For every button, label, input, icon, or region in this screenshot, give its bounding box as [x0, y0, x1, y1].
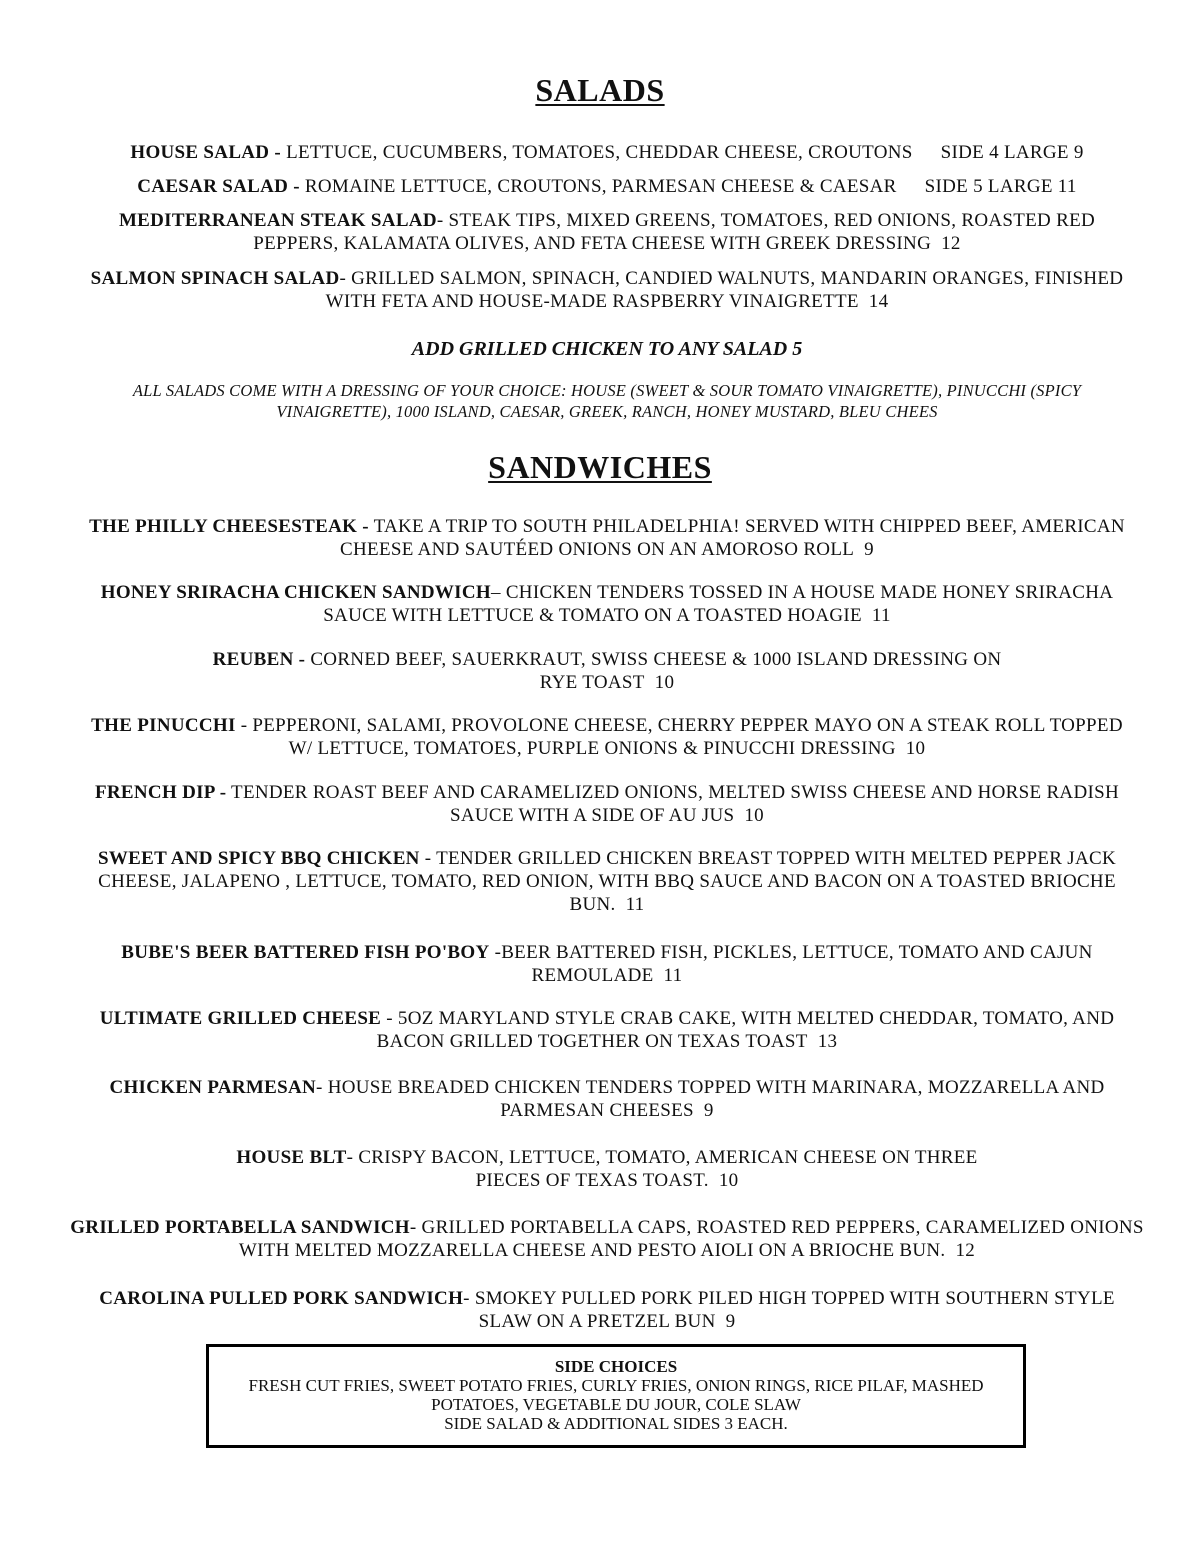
item-name: BUBE'S BEER BATTERED FISH PO'BOY	[121, 942, 490, 963]
menu-item-the-pinucchi	[80, 714, 1134, 760]
menu-item-philly-cheesesteak	[80, 515, 1134, 561]
item-price: 9	[725, 1311, 736, 1332]
item-description: -BEER BATTERED FISH, PICKLES, LETTUCE, TOMATO AND CAJUN REMOULADE	[489, 942, 1093, 986]
item-price: 9	[703, 1100, 714, 1121]
item-price: 11	[871, 605, 891, 626]
menu-item-ultimate-grilled-cheese	[80, 1007, 1134, 1053]
item-name: SWEET AND SPICY BBQ CHICKEN	[98, 848, 420, 869]
sandwiches-heading: SANDWICHES	[488, 449, 712, 485]
menu-item-salmon-spinach-salad	[80, 267, 1134, 313]
side-choices-line: FRESH CUT FRIES, SWEET POTATO FRIES, CURLY FRIES, ONION RINGS, RICE PILAF, MASHED	[248, 1376, 984, 1395]
menu-item-mediterranean-steak-salad	[80, 209, 1134, 255]
item-price: 11	[663, 965, 683, 986]
item-name: MEDITERRANEAN STEAK SALAD	[118, 210, 437, 231]
item-price: 12	[955, 1240, 976, 1261]
add-on-note: ADD GRILLED CHICKEN TO ANY SALAD 5	[411, 338, 803, 360]
item-name: HONEY SRIRACHA CHICKEN SANDWICH	[100, 582, 491, 603]
item-price: 10	[905, 738, 926, 759]
menu-item-house-salad	[80, 141, 1134, 164]
menu-item-house-blt	[220, 1146, 994, 1192]
item-price: 12	[941, 233, 961, 254]
menu-item-carolina-pulled-pork	[70, 1287, 1144, 1333]
item-price: 14	[868, 291, 889, 312]
item-name: THE PHILLY CHEESESTEAK -	[89, 516, 369, 537]
menu-item-french-dip	[80, 781, 1134, 827]
menu-item-chicken-parmesan	[80, 1076, 1134, 1122]
item-description: - STEAK TIPS, MIXED GREENS, TOMATOES, RED ONIONS, ROASTED RED PEPPERS, KALAMATA OLIVES, AND FETA CHEESE WITH GREEK DRESSING	[253, 210, 1096, 254]
item-name: FRENCH DIP -	[95, 782, 227, 803]
item-description: TAKE A TRIP TO SOUTH PHILADELPHIA! SERVED WITH CHIPPED BEEF, AMERICAN CHEESE AND SAUTÉED ONIONS ON AN AMOROSO ROLL	[340, 516, 1125, 560]
side-choices-title: SIDE CHOICES	[554, 1357, 678, 1376]
item-description: - TENDER GRILLED CHICKEN BREAST TOPPED WITH MELTED PEPPER JACK CHEESE, JALAPENO , LETTUCE, TOMATO, RED ONION, WITH BBQ SAUCE AND BACON ON A TOASTED BRIOCHE BUN.	[98, 848, 1116, 915]
item-price: 10	[654, 672, 675, 693]
item-description: - SMOKEY PULLED PORK PILED HIGH TOPPED WITH SOUTHERN STYLE SLAW ON A PRETZEL BUN	[463, 1288, 1115, 1332]
item-price: 9	[864, 539, 874, 560]
item-name: CAESAR SALAD -	[137, 176, 300, 197]
item-description: LETTUCE, CUCUMBERS, TOMATOES, CHEDDAR CHEESE, CROUTONS	[281, 142, 913, 163]
menu-item-caesar-salad	[80, 175, 1134, 198]
item-name: CAROLINA PULLED PORK SANDWICH	[99, 1288, 464, 1309]
item-name: THE PINUCCHI	[91, 715, 236, 736]
item-name: SALMON SPINACH SALAD	[90, 268, 340, 289]
item-name: REUBEN -	[212, 649, 306, 670]
side-choices-box	[206, 1344, 1026, 1448]
item-description: - HOUSE BREADED CHICKEN TENDERS TOPPED WITH MARINARA, MOZZARELLA AND PARMESAN CHEESES	[316, 1077, 1105, 1121]
item-description: - CRISPY BACON, LETTUCE, TOMATO, AMERICAN CHEESE ON THREE PIECES OF TEXAS TOAST.	[346, 1147, 978, 1191]
item-price: 10	[718, 1170, 739, 1191]
item-description: ROMAINE LETTUCE, CROUTONS, PARMESAN CHEESE & CAESAR	[299, 176, 897, 197]
item-name: HOUSE SALAD -	[130, 142, 282, 163]
menu-item-reuben	[200, 648, 1014, 694]
item-name: HOUSE BLT	[236, 1147, 347, 1168]
menu-item-honey-sriracha-chicken	[80, 581, 1134, 627]
menu-item-fish-poboy	[80, 941, 1134, 987]
item-price: 10	[744, 805, 764, 826]
item-description: - GRILLED PORTABELLA CAPS, ROASTED RED PEPPERS, CARAMELIZED ONIONS WITH MELTED MOZZARELLA CHEESE AND PESTO AIOLI ON A BRIOCHE BUN.	[238, 1217, 1144, 1261]
item-description: - GRILLED SALMON, SPINACH, CANDIED WALNUTS, MANDARIN ORANGES, FINISHED WITH FETA AND HOUSE-MADE RASPBERRY VINAIGRETTE	[325, 268, 1124, 312]
item-price: 11	[625, 894, 645, 915]
menu-item-grilled-portabella	[70, 1216, 1144, 1262]
item-name: CHICKEN PARMESAN	[109, 1077, 317, 1098]
menu-item-sweet-spicy-bbq-chicken	[80, 847, 1134, 916]
item-name: ULTIMATE GRILLED CHEESE	[99, 1008, 382, 1029]
item-price: SIDE 4 LARGE 9	[940, 142, 1084, 163]
item-price: 13	[817, 1031, 838, 1052]
dressing-note: ALL SALADS COME WITH A DRESSING OF YOUR CHOICE: HOUSE (SWEET & SOUR TOMATO VINAIGRETTE), PINUCCHI (SPICY VINAIGRETTE), 1000 ISLAND, CAESAR, GREEK, RANCH, HONEY MUSTARD, BLEU CHEES	[132, 381, 1082, 421]
item-description: CORNED BEEF, SAUERKRAUT, SWISS CHEESE & 1000 ISLAND DRESSING ON RYE TOAST	[305, 649, 1002, 693]
item-price: SIDE 5 LARGE 11	[924, 176, 1077, 197]
item-description: TENDER ROAST BEEF AND CARAMELIZED ONIONS, MELTED SWISS CHEESE AND HORSE RADISH SAUCE WITH A SIDE OF AU JUS	[226, 782, 1119, 826]
item-description: - 5OZ MARYLAND STYLE CRAB CAKE, WITH MELTED CHEDDAR, TOMATO, AND BACON GRILLED TOGETHER ON TEXAS TOAST	[376, 1008, 1115, 1052]
side-choices-price: SIDE SALAD & ADDITIONAL SIDES 3 EACH.	[444, 1414, 788, 1433]
salads-heading: SALADS	[535, 72, 665, 108]
item-description: – CHICKEN TENDERS TOSSED IN A HOUSE MADE HONEY SRIRACHA SAUCE WITH LETTUCE & TOMATO ON A TOASTED HOAGIE	[323, 582, 1114, 626]
side-choices-line: POTATOES, VEGETABLE DU JOUR, COLE SLAW	[431, 1395, 801, 1414]
item-name: GRILLED PORTABELLA SANDWICH	[70, 1217, 410, 1238]
item-description: - PEPPERONI, SALAMI, PROVOLONE CHEESE, CHERRY PEPPER MAYO ON A STEAK ROLL TOPPED W/ LETTUCE, TOMATOES, PURPLE ONIONS & PINUCCHI DRESSING	[235, 715, 1123, 759]
